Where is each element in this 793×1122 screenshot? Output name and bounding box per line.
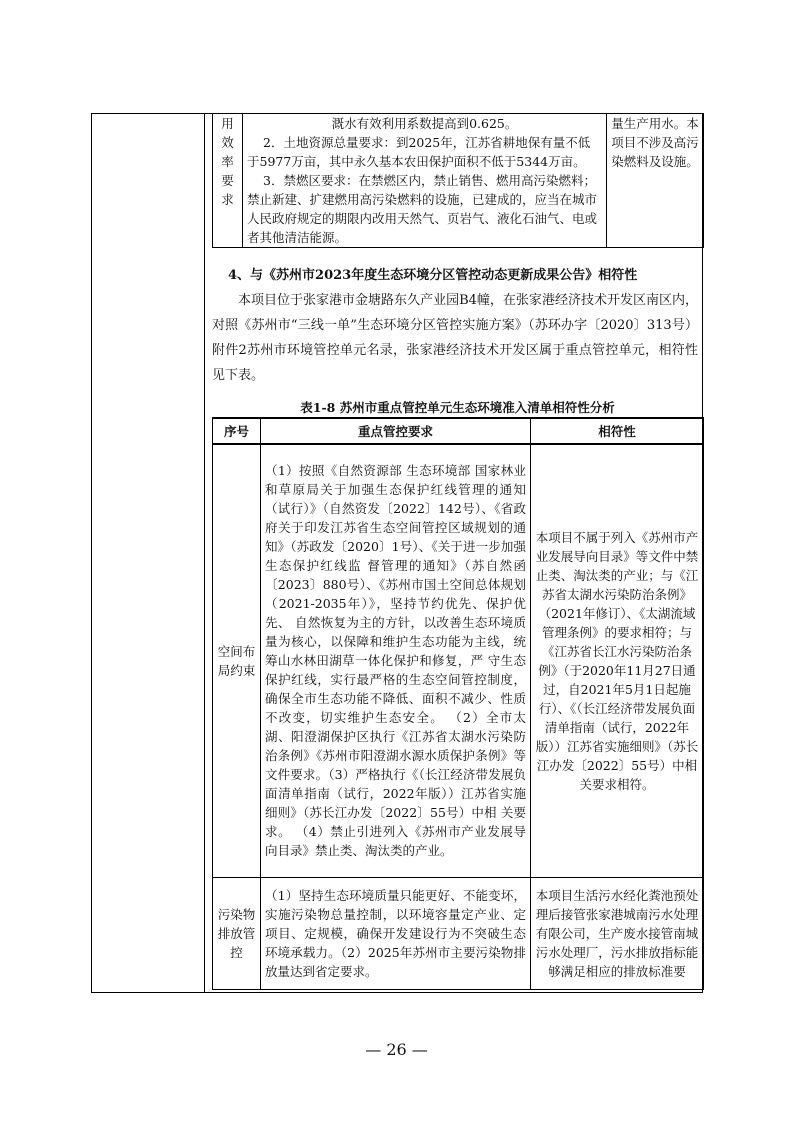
row-requirement: （1）按照《自然资源部 生态环境部 国家林业和草原局关于加强生态保护红线管理的通知（试行）》（自然资发〔2022〕142号）、《省政府关于印发江苏省生态空间管控区域规划的通知》（苏政发〔2020〕1号）、《关于进一步加强生态保护红线监 督管理的通知》（苏自然函〔2023〕880号）、《苏州市国土空间总体规划（2021-2035年）》，坚持节约优先、保护优先、 自然恢复为主的方针，以改善生态环境质量为核心，以保障和维护生态功能为主线，统筹山水林田湖草一体化保护和修复，严 守生态保护红线，实行最严格的生态空间管控制度，确保全市生态功能不降低、面积不减少、性质不改变，切实维护生态安全。 （2）全市太湖、阳澄湖保护区执行《江苏省太湖水污染防治条例》《苏州市阳澄湖水源水质保护条例》等文件要求。（3）严格执行《（长江经济带发展负面清单指南（试行，2022年版））江苏省实施细则》（苏长江办发〔2022〕55号）中相 关要求。 （4）禁止引进列入《苏州市产业发展导向目录》禁止类、淘汰类的产业。 <box>261 444 531 877</box>
requirement-line: 2．土地资源总量要求：到2025年，江苏省耕地保有量不低于5977万亩，其中永久基本农田保护面积不低于5344万亩。 <box>247 135 591 169</box>
requirement-line: 溉水有效利用系数提高到0.625。 <box>331 116 518 131</box>
page-number: — 26 — <box>365 1040 428 1059</box>
row-requirement: （1）坚持生态环境质量只能更好、不能变坏，实施污染物总量控制，以环境容量定产业、定项目、定规模，确保开发建设行为不突破生态环境承载力。（2）2025年苏州市主要污染物排放量达到省定要求。 <box>261 877 531 989</box>
header-conformity: 相符性 <box>531 418 704 444</box>
row-seq: 空间布局约束 <box>213 444 261 877</box>
continuation-table <box>212 113 704 248</box>
body-paragraph: 本项目位于张家港市金塘路东久产业园B4幢，在张家港经济技术开发区南区内，对照《苏州市“三线一单”生态环境分区管控实施方案》（苏环办字〔2020〕313号）附件2苏州市环境管控单元名录，张家港经济技术开发区属于重点管控单元，相符性见下表。 <box>212 293 698 383</box>
row-conformity: 本项目不属于列入《苏州市产业发展导向目录》等文件中禁止类、淘汰类的产业；与《江苏省太湖水污染防治条例》（2021年修订）、《太湖流域管理条例》的要求相符；与《江苏省长江水污染防治条例》（于2020年11月27日通过，自2021年5月1日起施行）、《（长江经济带发展负面清单指南（试行，2022年版））江苏省实施细则》（苏长江办发〔2022〕55号）中相关要求相符。 <box>531 444 704 877</box>
control-unit-table <box>212 417 704 990</box>
requirement-line: 3．禁燃区要求：在禁燃区内，禁止销售、燃用高污染燃料；禁止新建、扩建燃用高污染燃料的设施，已建成的，应当在城市人民政府规定的期限内改用天然气、页岩气、液化石油气、电或者其他清洁能源。 <box>247 173 598 245</box>
table-row <box>213 877 704 989</box>
frame-left-column-divider <box>204 114 205 992</box>
row-conformity: 本项目生活污水经化粪池预处理后接管张家港城南污水处理有限公司，生产废水接管南城污水处理厂，污水排放指标能够满足相应的排放标准要 <box>531 877 704 989</box>
conformity-cell: 量生产用水。本项目不涉及高污染燃料及设施。 <box>607 114 704 248</box>
table-header-row <box>213 418 704 444</box>
table-row <box>213 444 704 877</box>
requirements-cell <box>243 114 607 248</box>
side-label: 用 效 率 要 求 <box>213 114 243 248</box>
row-seq: 污染物排放管控 <box>213 877 261 989</box>
header-seq: 序号 <box>213 418 261 444</box>
table-caption: 表1-8 苏州市重点管控单元生态环境准入清单相符性分析 <box>300 400 615 415</box>
header-requirement: 重点管控要求 <box>261 418 531 444</box>
section-title: 4、与《苏州市2023年度生态环境分区管控动态更新成果公告》相符性 <box>228 268 638 283</box>
